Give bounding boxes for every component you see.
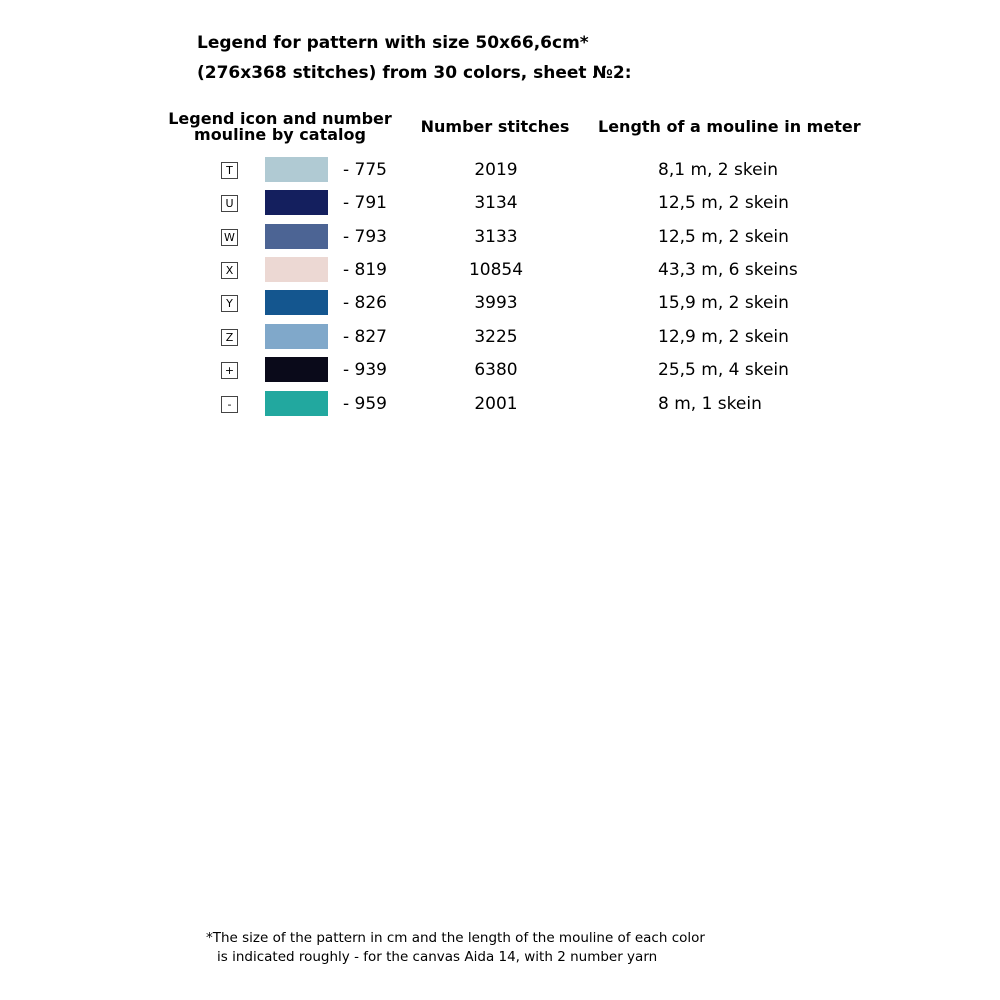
footnote-line-2: is indicated roughly - for the canvas Aida 14, with 2 number yarn	[217, 949, 658, 965]
title-line-1: Legend for pattern with size 50x66,6cm*	[197, 33, 589, 53]
color-swatch	[265, 257, 328, 282]
mouline-code: - 939	[343, 360, 387, 380]
color-swatch	[265, 157, 328, 182]
legend-symbol: U	[221, 195, 238, 212]
legend-symbol: W	[221, 229, 238, 246]
stitch-count: 2019	[474, 160, 518, 180]
mouline-code: - 775	[343, 160, 387, 180]
stitch-count: 3225	[474, 327, 518, 347]
mouline-length: 8 m, 1 skein	[658, 394, 762, 414]
color-swatch	[265, 190, 328, 215]
stitch-count: 3993	[474, 293, 518, 313]
legend-symbol: Y	[221, 295, 238, 312]
mouline-length: 12,5 m, 2 skein	[658, 193, 789, 213]
legend-symbol: Z	[221, 329, 238, 346]
legend-symbol: T	[221, 162, 238, 179]
mouline-length: 25,5 m, 4 skein	[658, 360, 789, 380]
legend-row	[0, 290, 1000, 318]
mouline-length: 12,9 m, 2 skein	[658, 327, 789, 347]
mouline-code: - 827	[343, 327, 387, 347]
stitch-count: 6380	[474, 360, 518, 380]
legend-row	[0, 391, 1000, 419]
footnote	[206, 929, 705, 967]
mouline-length: 8,1 m, 2 skein	[658, 160, 779, 180]
legend-symbol: X	[221, 262, 238, 279]
legend-row	[0, 157, 1000, 185]
color-swatch	[265, 357, 328, 382]
mouline-code: - 826	[343, 293, 387, 313]
color-swatch	[265, 224, 328, 249]
mouline-length: 43,3 m, 6 skeins	[658, 260, 798, 280]
title-line-2: (276x368 stitches) from 30 colors, sheet №2:	[197, 63, 632, 83]
mouline-code: - 819	[343, 260, 387, 280]
color-swatch	[265, 290, 328, 315]
header-length: Length of a mouline in meter	[598, 117, 861, 136]
legend-symbol: +	[221, 362, 238, 379]
color-swatch	[265, 391, 328, 416]
footnote-line-1: *The size of the pattern in cm and the length of the mouline of each color	[206, 930, 705, 946]
header-icon-number	[166, 111, 394, 143]
legend-row	[0, 357, 1000, 385]
stitch-count: 3133	[474, 227, 518, 247]
header-stitches: Number stitches	[420, 117, 570, 136]
legend-row	[0, 324, 1000, 352]
stitch-count: 10854	[468, 260, 524, 280]
mouline-length: 12,5 m, 2 skein	[658, 227, 789, 247]
stitch-count: 3134	[474, 193, 518, 213]
legend-row	[0, 190, 1000, 218]
mouline-length: 15,9 m, 2 skein	[658, 293, 789, 313]
mouline-code: - 793	[343, 227, 387, 247]
legend-symbol: -	[221, 396, 238, 413]
stitch-count: 2001	[474, 394, 518, 414]
color-swatch	[265, 324, 328, 349]
header-icon-line-1: Legend icon and number	[168, 109, 392, 128]
mouline-code: - 791	[343, 193, 387, 213]
mouline-code: - 959	[343, 394, 387, 414]
header-icon-line-2: mouline by catalog	[194, 125, 366, 144]
legend-row	[0, 224, 1000, 252]
legend-row	[0, 257, 1000, 285]
